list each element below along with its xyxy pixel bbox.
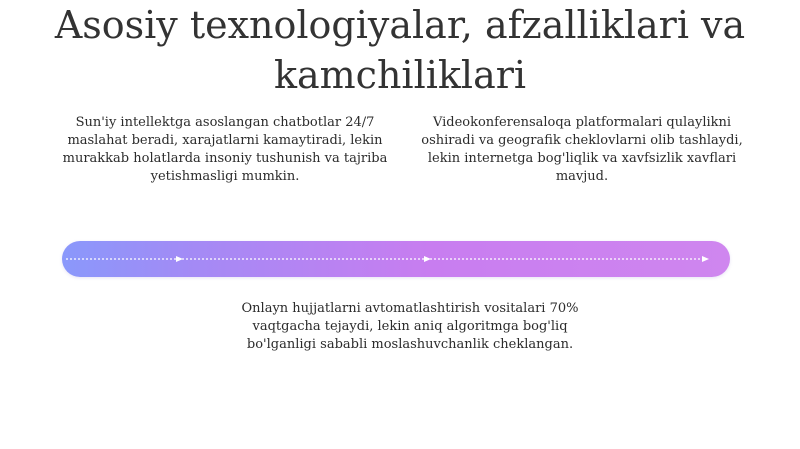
item-text-chatbots: Sun'iy intellektga asoslangan chatbotlar 24/7 maslahat beradi, xarajatlarni kamaytiradi, lekin murakkab holatlarda insoniy tushunish va tajriba yetishmasligi mumkin. xyxy=(62,115,388,184)
arrow-right-icon xyxy=(702,256,709,262)
timeline-track xyxy=(62,241,730,277)
page-title: Asosiy texnologiyalar, afzalliklari va kamchiliklari xyxy=(54,3,746,97)
arrow-right-icon xyxy=(176,256,183,262)
item-text-videoconference: Videokonferensaloqa platformalari qulaylikni oshiradi va geografik cheklovlarni olib tashlaydi, lekin internetga bog'liqlik va xavfsizlik xavflari mavjud. xyxy=(421,115,743,184)
timeline-bar xyxy=(62,241,730,277)
item-text-document-automation: Onlayn hujjatlarni avtomatlashtirish vositalari 70% vaqtgacha tejaydi, lekin aniq algoritmga bog'liq bo'lganligi sababli moslashuvchanlik cheklangan. xyxy=(241,301,579,352)
arrow-right-icon xyxy=(424,256,431,262)
